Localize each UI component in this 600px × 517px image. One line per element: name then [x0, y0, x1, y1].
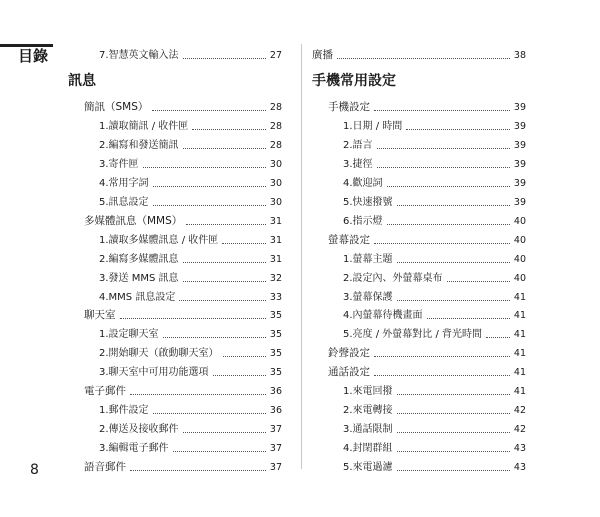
toc-entry[interactable]	[68, 435, 282, 455]
toc-leader-dots	[397, 432, 510, 433]
toc-entry-label: 3.聊天室中可用功能選項	[99, 367, 209, 379]
toc-leader-dots	[183, 281, 266, 282]
page-number: 8	[30, 462, 39, 478]
toc-entry-page: 38	[513, 50, 526, 61]
toc-entry-page: 35	[269, 367, 282, 379]
toc-entry-label: 5.快速撥號	[343, 196, 393, 208]
toc-leader-dots	[183, 432, 266, 433]
toc-entry-page: 42	[513, 424, 526, 436]
toc-leader-dots	[222, 243, 266, 244]
toc-entry-label: 3.螢幕保護	[343, 291, 393, 303]
toc-leader-dots	[213, 375, 266, 376]
toc-entry[interactable]	[68, 265, 282, 285]
toc-entry-label: 1.讀取簡訊 / 收件匣	[99, 120, 189, 132]
toc-entry[interactable]	[312, 227, 526, 247]
toc-entry-page: 36	[269, 386, 282, 398]
toc-entry-label: 2.傳送及接收郵件	[99, 424, 179, 436]
toc-entry-label: 6.指示燈	[343, 215, 383, 227]
toc-entry-label: 2.編寫和發送簡訊	[99, 139, 179, 151]
toc-entry-label: 1.來電回撥	[343, 386, 393, 398]
toc-leader-dots	[397, 394, 510, 395]
toc-entry-label: 多媒體訊息（MMS）	[84, 214, 183, 227]
toc-entry-page: 37	[269, 424, 282, 436]
toc-entry[interactable]	[68, 170, 282, 190]
toc-leader-dots	[186, 224, 266, 225]
toc-leader-dots	[397, 451, 510, 452]
toc-entry-label: 1.螢幕主題	[343, 253, 393, 265]
toc-entry-page: 43	[513, 443, 526, 455]
toc-entry-page: 28	[269, 139, 282, 151]
toc-entry[interactable]	[312, 435, 526, 455]
toc-entry-label: 1.郵件設定	[99, 405, 149, 417]
toc-entry-label: 簡訊（SMS）	[84, 101, 149, 113]
toc-entry[interactable]	[312, 284, 526, 304]
toc-entry-label: 1.讀取多媒體訊息 / 收件匣	[99, 234, 219, 246]
toc-leader-dots	[397, 262, 510, 263]
toc-entry[interactable]	[68, 246, 282, 266]
toc-entry[interactable]	[68, 416, 282, 436]
toc-leader-dots	[406, 129, 510, 130]
toc-entry-label: 3.寄件匣	[99, 158, 139, 170]
toc-entry[interactable]	[68, 321, 282, 341]
toc-entry[interactable]	[312, 378, 526, 398]
toc-entry[interactable]	[68, 113, 282, 133]
toc-entry-page: 35	[269, 348, 282, 360]
toc-entry[interactable]	[68, 359, 282, 379]
toc-entry-label: 1.日期 / 時間	[343, 120, 403, 132]
toc-entry[interactable]	[312, 132, 526, 152]
toc-leader-dots	[192, 129, 266, 130]
toc-leader-dots	[374, 110, 510, 111]
toc-entry-label: 鈴聲設定	[328, 347, 370, 360]
toc-entry-page: 41	[513, 329, 526, 341]
toc-entry-page: 37	[269, 443, 282, 455]
toc-entry-label: 手機設定	[328, 101, 370, 113]
toc-entry-label: 螢幕設定	[328, 233, 370, 246]
toc-entry[interactable]	[68, 189, 282, 209]
toc-entry-page: 39	[513, 196, 526, 208]
toc-entry-page: 39	[513, 177, 526, 189]
toc-entry-label: 4.封閉群組	[343, 443, 393, 455]
toc-entry-page: 36	[269, 405, 282, 417]
toc-leader-dots	[337, 58, 510, 59]
toc-entry[interactable]	[312, 113, 526, 133]
toc-entry[interactable]	[68, 42, 282, 62]
toc-entry-page: 43	[513, 462, 526, 474]
toc-leader-dots	[153, 205, 266, 206]
toc-entry-page: 41	[513, 291, 526, 303]
toc-entry-page: 39	[513, 158, 526, 170]
toc-entry-page: 39	[513, 102, 526, 113]
toc-entry-page: 35	[269, 329, 282, 341]
toc-entry[interactable]	[68, 378, 282, 398]
toc-entry-label: 4.內螢幕待機畫面	[343, 310, 423, 322]
toc-leader-dots	[397, 205, 510, 206]
toc-leader-dots	[179, 300, 266, 301]
toc-entry[interactable]	[312, 454, 526, 474]
toc-entry-label: 電子郵件	[84, 385, 126, 398]
toc-entry[interactable]	[68, 302, 282, 322]
toc-leader-dots	[120, 318, 266, 319]
section-title: 手機常用設定	[312, 73, 396, 89]
toc-entry-page: 41	[513, 367, 526, 379]
toc-leader-dots	[183, 262, 266, 263]
toc-entry[interactable]	[312, 42, 526, 62]
toc-entry[interactable]	[312, 397, 526, 417]
toc-entry[interactable]	[312, 208, 526, 228]
toc-leader-dots	[223, 356, 266, 357]
toc-leader-dots	[486, 337, 510, 338]
toc-entry-page: 30	[269, 177, 282, 189]
toc-entry-page: 32	[269, 272, 282, 284]
toc-entry[interactable]	[312, 359, 526, 379]
toc-entry-label: 通話設定	[328, 366, 370, 379]
toc-entry[interactable]	[68, 94, 282, 114]
toc-entry[interactable]	[68, 227, 282, 247]
toc-entry-page: 30	[269, 196, 282, 208]
toc-entry-page: 28	[269, 120, 282, 132]
toc-entry-page: 41	[513, 348, 526, 360]
toc-leader-dots	[427, 318, 510, 319]
toc-entry-label: 3.通話限制	[343, 424, 393, 436]
toc-entry[interactable]	[68, 397, 282, 417]
toc-entry-label: 語音郵件	[84, 461, 126, 474]
toc-leader-dots	[377, 167, 510, 168]
toc-leader-dots	[183, 148, 266, 149]
toc-leader-dots	[397, 470, 510, 471]
toc-entry-page: 41	[513, 386, 526, 398]
toc-leader-dots	[387, 186, 510, 187]
toc-leader-dots	[397, 413, 510, 414]
toc-entry-page: 37	[269, 462, 282, 474]
toc-entry-page: 40	[513, 234, 526, 246]
toc-entry[interactable]	[312, 189, 526, 209]
toc-entry-page: 28	[269, 102, 282, 113]
toc-entry-page: 40	[513, 272, 526, 284]
toc-entry-label: 4.MMS 訊息設定	[99, 291, 176, 303]
toc-entry-page: 31	[269, 253, 282, 265]
toc-leader-dots	[447, 281, 510, 282]
toc-leader-dots	[397, 300, 510, 301]
toc-entry-label: 3.編輯電子郵件	[99, 443, 169, 455]
toc-entry-page: 42	[513, 405, 526, 417]
toc-entry-label: 7.智慧英文輸入法	[99, 50, 179, 61]
toc-leader-dots	[152, 110, 266, 111]
toc-leader-dots	[163, 337, 266, 338]
section-title: 訊息	[68, 73, 96, 89]
toc-entry[interactable]	[68, 151, 282, 171]
toc-entry-label: 1.設定聊天室	[99, 329, 159, 341]
toc-entry-label: 3.發送 MMS 訊息	[99, 272, 179, 284]
toc-entry-label: 2.語言	[343, 139, 373, 151]
toc-entry[interactable]	[68, 132, 282, 152]
toc-entry[interactable]	[68, 340, 282, 360]
column-divider	[301, 44, 302, 469]
toc-leader-dots	[130, 470, 266, 471]
toc-entry[interactable]	[312, 302, 526, 322]
toc-entry-page: 41	[513, 310, 526, 322]
toc-leader-dots	[387, 224, 510, 225]
toc-entry-label: 5.來電過濾	[343, 462, 393, 474]
toc-entry[interactable]	[68, 284, 282, 304]
toc-entry-label: 2.來電轉接	[343, 405, 393, 417]
toc-leader-dots	[377, 148, 510, 149]
toc-entry-label: 4.常用字詞	[99, 177, 149, 189]
toc-leader-dots	[153, 186, 266, 187]
toc-entry-page: 35	[269, 310, 282, 322]
toc-entry-page: 27	[269, 50, 282, 61]
toc-entry-page: 39	[513, 120, 526, 132]
toc-entry-label: 2.編寫多媒體訊息	[99, 253, 179, 265]
toc-entry-label: 2.開始聊天（啟動聊天室）	[99, 348, 219, 360]
toc-entry-page: 30	[269, 158, 282, 170]
toc-entry[interactable]	[312, 246, 526, 266]
toc-leader-dots	[153, 413, 266, 414]
toc-leader-dots	[173, 451, 266, 452]
toc-leader-dots	[374, 375, 510, 376]
toc-leader-dots	[143, 167, 266, 168]
toc-entry-page: 31	[269, 234, 282, 246]
toc-entry[interactable]	[312, 94, 526, 114]
toc-entry[interactable]	[312, 340, 526, 360]
toc-entry-page: 31	[269, 215, 282, 227]
toc-entry[interactable]	[68, 454, 282, 474]
toc-entry-page: 40	[513, 215, 526, 227]
toc-entry-page: 33	[269, 291, 282, 303]
toc-entry-label: 3.捷徑	[343, 158, 373, 170]
toc-leader-dots	[374, 356, 510, 357]
toc-entry-page: 40	[513, 253, 526, 265]
toc-entry[interactable]	[68, 208, 282, 228]
toc-entry-label: 5.訊息設定	[99, 196, 149, 208]
toc-entry-label: 4.歡迎詞	[343, 177, 383, 189]
toc-leader-dots	[183, 58, 266, 59]
toc-entry-label: 廣播	[312, 49, 333, 61]
toc-entry[interactable]	[312, 151, 526, 171]
toc-leader-dots	[130, 394, 266, 395]
toc-entry[interactable]	[312, 321, 526, 341]
toc-entry-label: 2.設定內、外螢幕桌布	[343, 272, 443, 284]
toc-entry[interactable]	[312, 416, 526, 436]
side-tab-label: 目錄	[18, 47, 49, 65]
toc-entry-label: 5.亮度 / 外螢幕對比 / 背光時間	[343, 329, 482, 341]
toc-entry-label: 聊天室	[84, 309, 116, 322]
toc-entry[interactable]	[312, 265, 526, 285]
toc-leader-dots	[374, 243, 510, 244]
toc-entry[interactable]	[312, 170, 526, 190]
toc-entry-page: 39	[513, 139, 526, 151]
